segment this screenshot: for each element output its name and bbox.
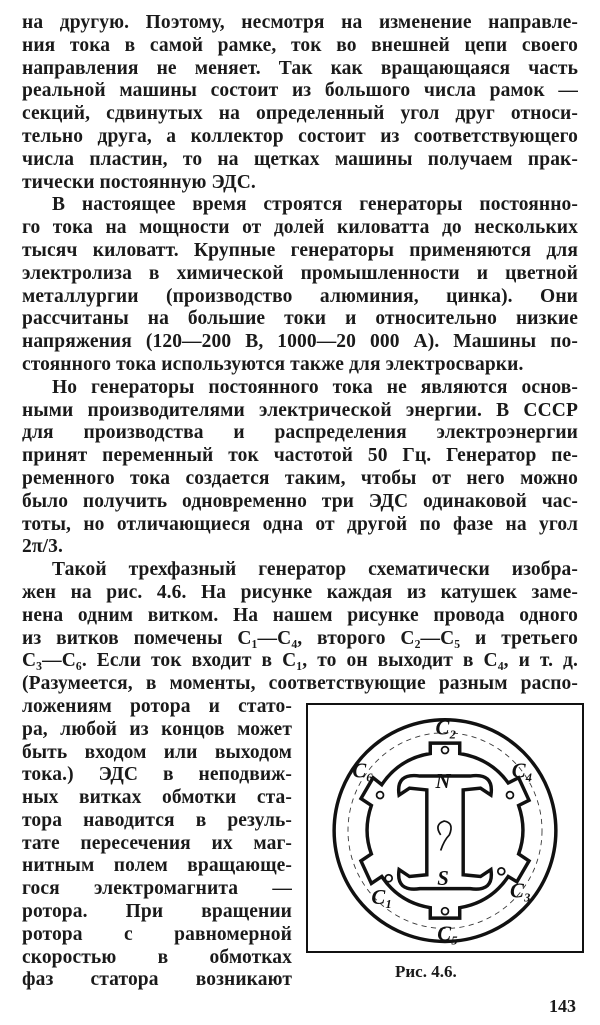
- text-line: из витков помечены C₁—C₄, второго C₂—C₅ и третьего: [22, 627, 578, 649]
- text-line: принят переменный ток частотой 50 Гц. Генератор пе-: [22, 445, 578, 467]
- text-line: фаз статора возникают: [22, 969, 292, 991]
- text-line: нитным полем вращающе-: [22, 855, 292, 877]
- text-line: напряжения (120—200 В, 1000—20 000 А). Машины по-: [22, 331, 578, 353]
- figure-three-phase-generator: [306, 703, 584, 953]
- text-line: на другую. Поэтому, несмотря на изменение направле-: [22, 12, 578, 33]
- text-line: тоты, но отличающиеся одна от другой по фазе на угол: [22, 513, 578, 535]
- text-line: для производства и распределения электроэнергии: [22, 422, 578, 444]
- text-line: направления не меняет. Так как вращающаяся часть: [22, 57, 578, 79]
- label-c2: C₂: [435, 716, 457, 740]
- label-c4: C₄: [511, 759, 533, 783]
- text-line: ра, любой из концов может: [22, 718, 292, 740]
- text-line: реальной машины состоит из большого числа рамок —: [22, 80, 578, 102]
- text-line: ложениям ротора и стато-: [22, 695, 292, 717]
- text-line: C₃—C₆. Если ток входит в C₁, то он выходит в C₄, и т. д.: [22, 650, 578, 672]
- text-line: гося электромагнита —: [22, 878, 292, 900]
- text-line: рассчитаны на большие токи и относительно низкие: [22, 308, 578, 330]
- text-line: ния тока в самой рамке, ток во внешней цепи своего: [22, 34, 578, 56]
- text-line: тельно друга, а коллектор состоит из соответствующего: [22, 125, 578, 147]
- text-line: ротора. При вращении: [22, 901, 292, 923]
- text-line: тысяч киловатт. Крупные генераторы применяются для: [22, 239, 578, 261]
- text-line: нена одним витком. На нашем рисунке провода одного: [22, 604, 578, 626]
- text-line: было получить одновременно три ЭДС одинаковой час-: [22, 490, 578, 512]
- text-line: секций, сдвинутых на определенный угол друг относи-: [22, 103, 578, 125]
- text-line: го тока на мощности от долей киловатта до нескольких: [22, 217, 578, 239]
- generator-diagram: [308, 705, 582, 951]
- text-line: тате пересечения их маг-: [22, 832, 292, 854]
- label-n: N: [435, 770, 451, 794]
- text-line: (Разумеется, в моменты, соответствующие разным распо-: [22, 673, 578, 695]
- label-c5: C₅: [437, 922, 459, 946]
- text-line: Но генераторы постоянного тока не являются основ-: [52, 376, 578, 398]
- text-line: тока.) ЭДС в неподвиж-: [22, 764, 292, 786]
- label-s: S: [437, 867, 449, 891]
- text-line: тора наводится в резуль-: [22, 809, 292, 831]
- text-line: стоянного тока используются также для электросварки.: [22, 353, 524, 375]
- text-line: быть входом или выходом: [22, 741, 292, 763]
- text-line: ных витках обмотки ста-: [22, 787, 292, 809]
- text-line: электролиза в химической промышленности и цветной: [22, 262, 578, 284]
- page-number: 143: [549, 996, 576, 1016]
- text-line: 2π/3.: [22, 536, 63, 558]
- figure-caption: Рис. 4.6.: [395, 962, 457, 981]
- text-line: тически постоянную ЭДС.: [22, 171, 256, 193]
- text-line: В настоящее время строятся генераторы постоянно-: [52, 194, 578, 216]
- label-c3: C₃: [509, 879, 532, 903]
- text-line: металлургии (производство алюминия, цинка). Они: [22, 285, 578, 307]
- text-line: жен на рис. 4.6. На рисунке каждая из катушек заме-: [22, 581, 578, 603]
- text-line: Такой трехфазный генератор схематически изобра-: [52, 559, 578, 581]
- label-c6: C₆: [352, 759, 374, 783]
- text-line: ными производителями электрической энергии. В СССР: [22, 399, 578, 421]
- text-line: скоростью в обмотках: [22, 946, 292, 968]
- text-line: ротора с равномерной: [22, 923, 292, 945]
- label-c1: C₁: [371, 886, 393, 910]
- text-line: ременного тока создается таким, чтобы от него можно: [22, 467, 578, 489]
- text-line: числа пластин, то на щетках машины получаем прак-: [22, 148, 578, 170]
